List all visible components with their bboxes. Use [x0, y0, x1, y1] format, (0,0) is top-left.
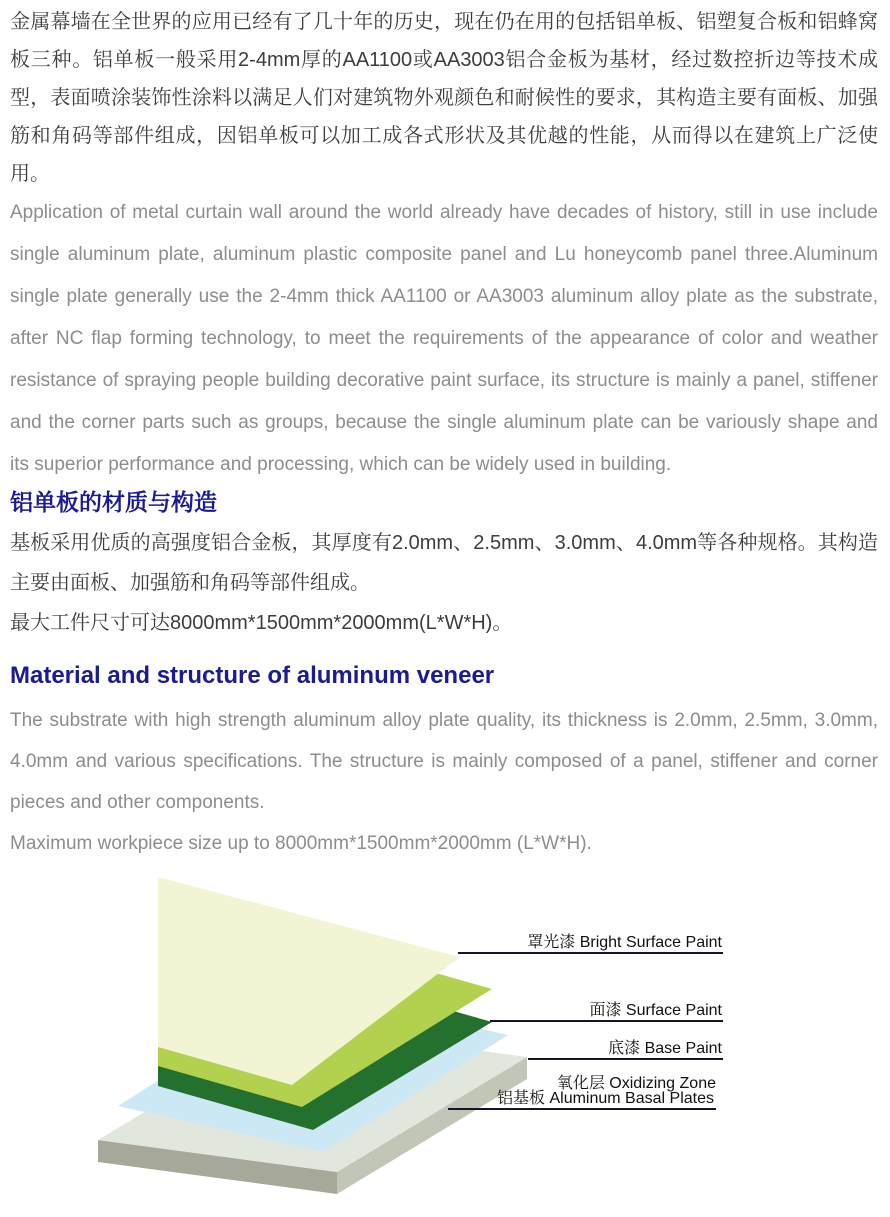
paragraph-cn-intro: 金属幕墙在全世界的应用已经有了几十年的历史，现在仍在用的包括铝单板、铝塑复合板和铝蜂窝板三种。铝单板一般采用2-4mm厚的AA1100或AA3003铝合金板为基材，经过数控折边等技术成型，表面喷涂装饰性涂料以满足人们对建筑物外观颜色和耐候性的要求，其构造主要有面板、加强筋和角码等部件组成，因铝单板可以加工成各式形状及其优越的性能，从而得以在建筑上广泛使用。 — [10, 11, 878, 185]
heading-cn-material-structure: 铝单板的材质与构造 — [10, 489, 217, 515]
layer-structure-diagram — [90, 870, 738, 1204]
paragraph-cn-max-size: 最大工件尺寸可达8000mm*1500mm*2000mm(L*W*H)。 — [10, 612, 513, 634]
paragraph-cn-specs-line: 基板采用优质的高强度铝合金板，其厚度有2.0mm、2.5mm、3.0mm、4.0mm等各种规格。其构造主要由面板、加强筋和角码等部件组成。 — [10, 532, 878, 594]
label-base-paint: 底漆 Base Paint — [608, 1040, 722, 1057]
label-bright-surface-paint: 罩光漆 Bright Surface Paint — [527, 934, 722, 951]
paragraph-en-intro: Application of metal curtain wall around the world already have decades of history, still in use include single aluminum plate, aluminum plastic composite panel and Lu honeycomb panel three.Aluminum single plate generally use the 2-4mm thick AA1100 or AA3003 aluminum alloy plate as the substrate, after NC flap forming technology, to meet the requirements of the appearance of color and weather resistance of spraying people building decorative paint surface, its structure is mainly a panel, stiffener and the corner parts such as groups, because the single aluminum plate can be variously shape and its superior performance and processing, which can be widely used in building. — [10, 202, 878, 475]
heading-en-material-structure: Material and structure of aluminum veneer — [10, 662, 495, 689]
paragraph-cn-specs — [10, 523, 878, 643]
paragraph-en-specs-line: The substrate with high strength aluminum alloy plate quality, its thickness is 2.0mm, 2.5mm, 3.0mm, 4.0mm and various specifications. The structure is mainly composed of a panel, stiffener and corner pieces and other components. — [10, 710, 878, 813]
paragraph-en-max-size: Maximum workpiece size up to 8000mm*1500mm*2000mm (L*W*H). — [10, 833, 592, 854]
label-aluminum-basal-plates: 铝基板 Aluminum Basal Plates — [497, 1090, 714, 1107]
paragraph-en-specs — [10, 700, 878, 864]
label-surface-paint: 面漆 Surface Paint — [589, 1002, 722, 1019]
label-oxidizing-zone: 氧化层 Oxidizing Zone — [556, 1075, 716, 1092]
